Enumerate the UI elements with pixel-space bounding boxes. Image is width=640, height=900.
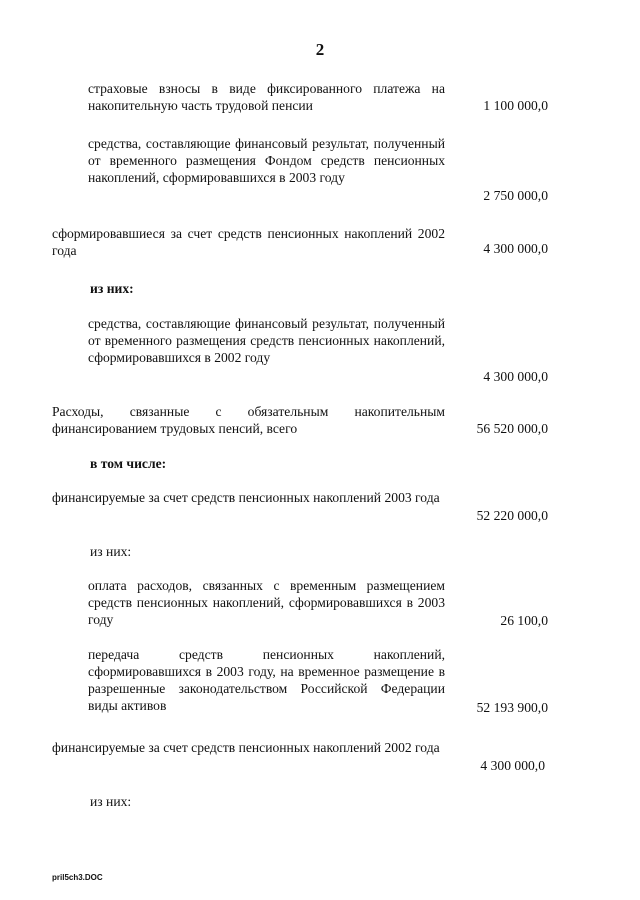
item-text: Расходы, связанные с обязательным накопительным финансированием трудовых пенсий, всего — [52, 404, 445, 436]
section-heading: из них: — [90, 281, 134, 296]
item-text: средства, составляющие финансовый результат, полученный от временного размещения средств пенсионных накоплений, сформировавшихся в 2002 году — [88, 316, 445, 365]
item-text: финансируемые за счет средств пенсионных накоплений 2003 года — [52, 490, 440, 505]
item-amount: 1 100 000,0 — [483, 98, 548, 113]
item-text: средства, составляющие финансовый результат, полученный от временного размещения Фондом средств пенсионных накоплений, сформировавшихся в 2003 году — [88, 136, 445, 185]
item-text: финансируемые за счет средств пенсионных накоплений 2002 года — [52, 740, 440, 755]
item-amount: 2 750 000,0 — [483, 188, 548, 203]
list-item — [88, 135, 445, 186]
item-text: передача средств пенсионных накоплений, сформировавшихся в 2003 году, на временное размещение в разрешенные законодательством Российской Федерации виды активов — [88, 647, 445, 713]
list-item — [52, 225, 445, 259]
list-item — [52, 739, 445, 756]
item-amount: 52 193 900,0 — [476, 700, 548, 715]
list-item — [52, 403, 445, 437]
item-amount: 4 300 000,0 — [483, 369, 548, 384]
item-text: оплата расходов, связанных с временным размещением средств пенсионных накоплений, сформировавшихся в 2003 году — [88, 578, 445, 627]
item-amount: 26 100,0 — [500, 613, 548, 628]
list-item — [52, 489, 445, 506]
section-heading: из них: — [90, 544, 132, 559]
page-number: 2 — [315, 40, 325, 59]
list-item — [88, 315, 445, 366]
item-amount: 52 220 000,0 — [476, 508, 548, 523]
section-heading: из них: — [90, 794, 132, 809]
section-heading: в том числе: — [90, 456, 167, 471]
file-name-footer: pril5ch3.DOC — [52, 873, 103, 882]
item-amount: 56 520 000,0 — [476, 421, 548, 436]
item-amount: 4 300 000,0 — [483, 241, 548, 256]
list-item — [88, 80, 445, 114]
item-text: сформировавшиеся за счет средств пенсионных накоплений 2002 года — [52, 226, 445, 258]
list-item — [88, 577, 445, 628]
list-item — [88, 646, 445, 714]
item-text: страховые взносы в виде фиксированного платежа на накопительную часть трудовой пенсии — [88, 81, 445, 113]
item-amount: 4 300 000,0 — [480, 758, 545, 773]
